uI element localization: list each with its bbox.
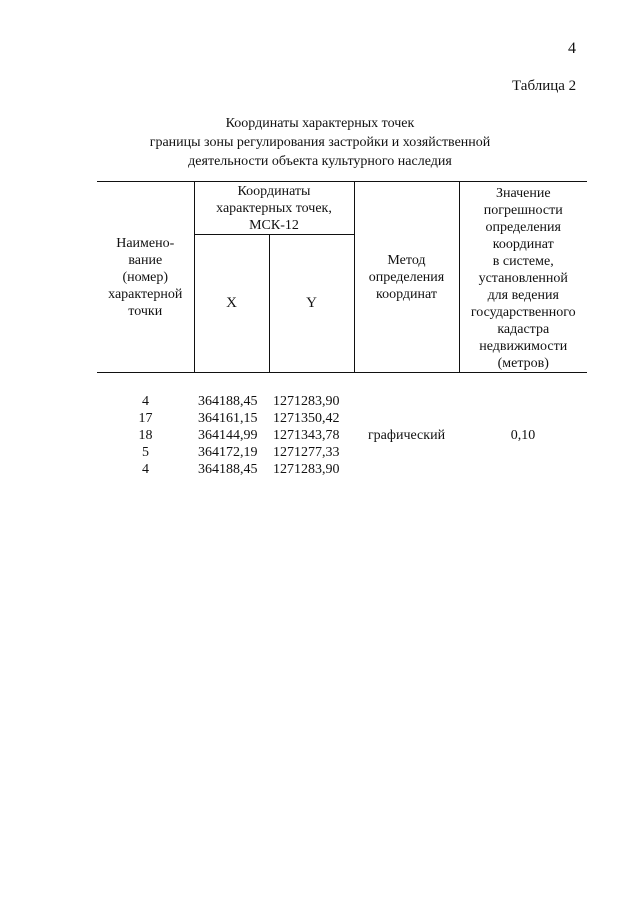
- page-number: 4: [568, 40, 576, 57]
- header-line: Значение: [495, 186, 551, 201]
- title-line: деятельности объекта культурного наследия: [188, 154, 452, 169]
- header-line: точки: [128, 303, 163, 319]
- coord-y: 1271283,90: [273, 462, 340, 477]
- header-line: Метод: [387, 252, 426, 268]
- table-title: [120, 114, 520, 171]
- header-line: вание: [128, 252, 163, 268]
- header-line: установленной: [478, 271, 568, 286]
- header-line: погрешности: [483, 203, 563, 218]
- coord-x: 364144,99: [198, 428, 258, 443]
- header-line: характерных точек,: [216, 200, 332, 216]
- point-number: 5: [142, 445, 149, 460]
- header-line: характерной: [108, 286, 183, 302]
- point-number: 17: [138, 411, 153, 426]
- table-row: [97, 373, 587, 411]
- coord-y: 1271343,78: [273, 428, 340, 443]
- header-line: Координаты: [237, 183, 311, 199]
- header-line: в системе,: [492, 254, 554, 269]
- table-label: Таблица 2: [512, 78, 577, 94]
- header-line: определения: [485, 220, 561, 235]
- method-cell: графический: [367, 428, 446, 443]
- title-line: Координаты характерных точек: [225, 116, 415, 131]
- header-line: координат: [376, 286, 437, 302]
- header-line: (метров): [497, 356, 549, 371]
- coord-x: 364161,15: [198, 411, 258, 426]
- coordinates-table: [97, 181, 587, 478]
- header-line: координат: [492, 237, 554, 252]
- coord-x: 364172,19: [198, 445, 258, 460]
- header-line: Наимено-: [116, 235, 175, 251]
- header-method: [354, 182, 459, 373]
- title-line: границы зоны регулирования застройки и хозяйственной: [149, 135, 491, 150]
- header-y: Y: [269, 235, 354, 373]
- coord-x: 364188,45: [198, 394, 258, 409]
- header-line: для ведения: [487, 288, 559, 303]
- coord-y: 1271283,90: [273, 394, 340, 409]
- header-line: МСК-12: [249, 217, 299, 233]
- header-coordinates-group: [194, 182, 354, 235]
- header-line: кадастра: [497, 322, 550, 337]
- header-point-name: [97, 182, 194, 373]
- point-number: 4: [142, 462, 149, 477]
- header-line: недвижимости: [479, 339, 568, 354]
- header-line: государственного: [470, 305, 576, 320]
- coord-y: 1271350,42: [273, 411, 340, 426]
- header-error: [459, 182, 587, 373]
- point-number: 4: [142, 394, 149, 409]
- coord-x: 364188,45: [198, 462, 258, 477]
- error-cell: 0,10: [510, 428, 536, 443]
- coord-y: 1271277,33: [273, 445, 340, 460]
- header-line: определения: [368, 269, 445, 285]
- header-line: (номер): [122, 269, 169, 285]
- header-x: X: [194, 235, 269, 373]
- point-number: 18: [138, 428, 153, 443]
